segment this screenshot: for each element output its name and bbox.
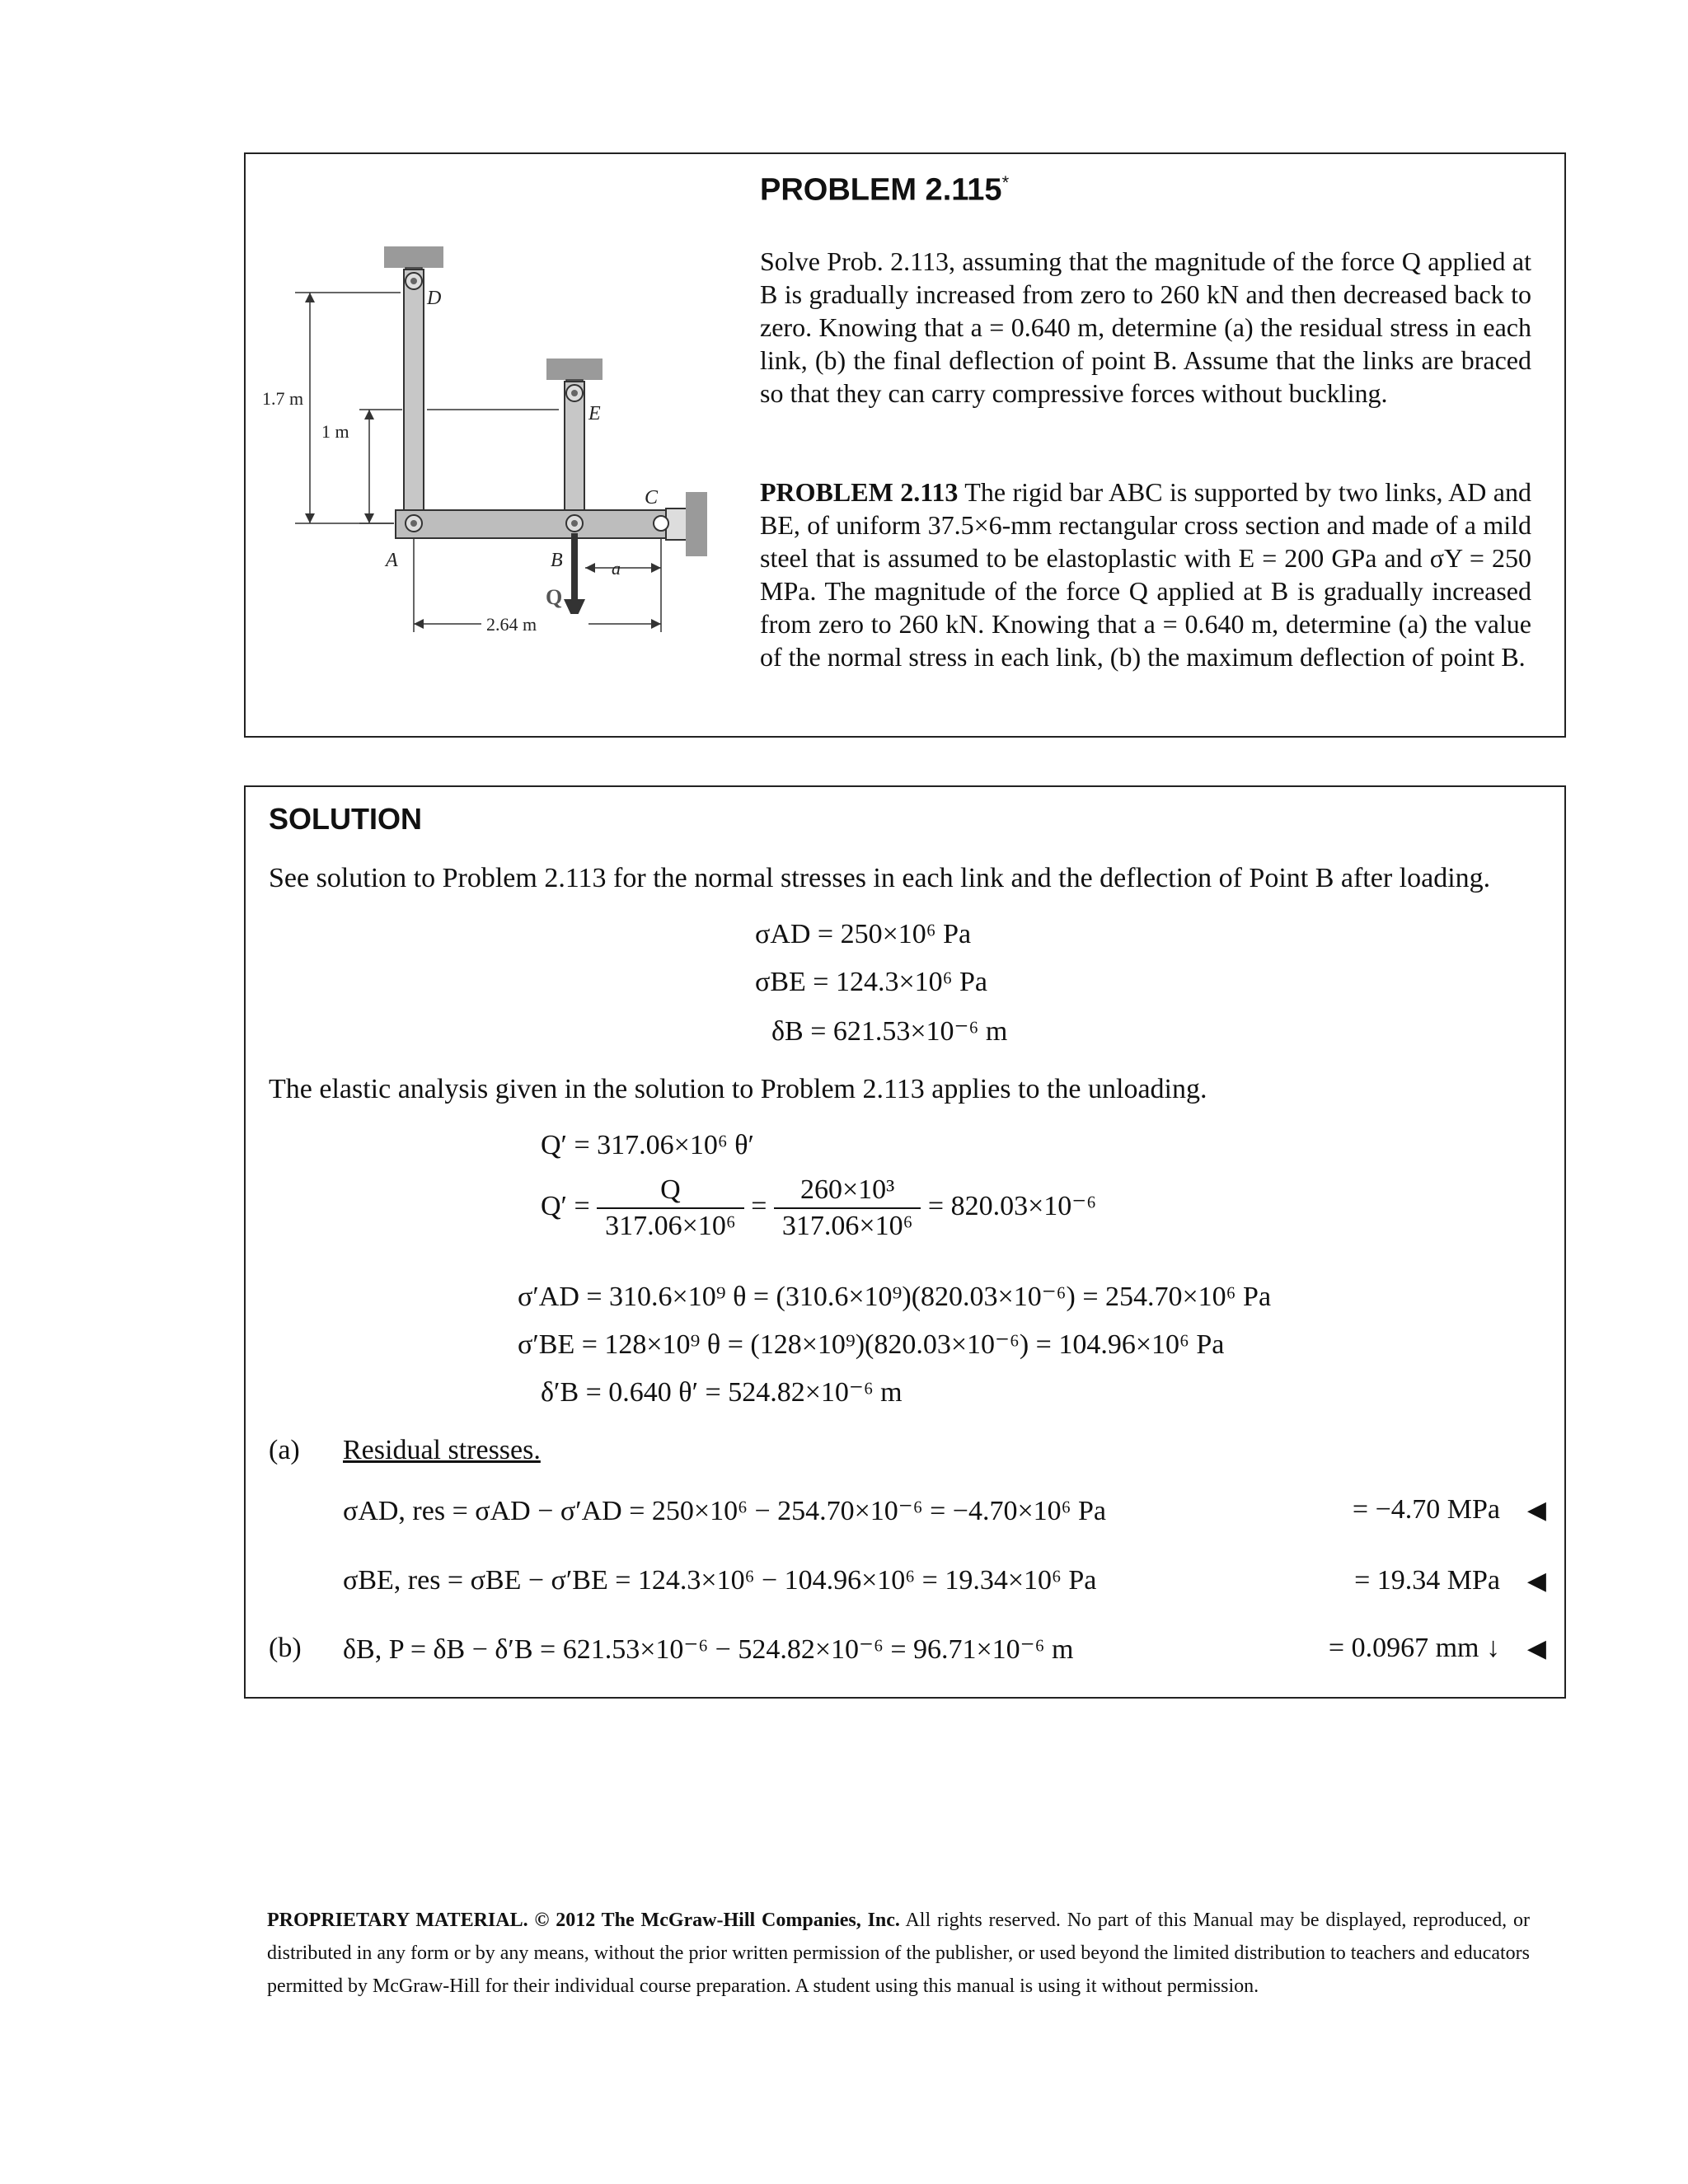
elastic-analysis-text: The elastic analysis given in the solution to Problem 2.113 applies to the unloading.	[269, 1074, 1207, 1104]
support-d	[384, 246, 443, 268]
answer-sigma-be-res: = 19.34 MPa	[1354, 1565, 1500, 1596]
eq-q-prime: Q′ = 317.06×10⁶ θ′	[541, 1130, 754, 1160]
eq-sigma-ad-prime: σ′AD = 310.6×10⁹ θ = (310.6×10⁹)(820.03×10⁻⁶) = 254.70×10⁶ Pa	[518, 1282, 1272, 1312]
label-d: D	[427, 288, 442, 309]
label-a: A	[386, 550, 398, 571]
eq-delta-b: δB = 621.53×10⁻⁶ m	[771, 1016, 1008, 1047]
label-c: C	[645, 487, 659, 509]
eq-sigma-ad: σAD = 250×10⁶ Pa	[755, 919, 972, 949]
support-e	[546, 359, 603, 380]
eq-delta-bp: δB, P = δB − δ′B = 621.53×10⁻⁶ − 524.82×10⁻⁶ = 96.71×10⁻⁶ m	[343, 1634, 1074, 1665]
dim-1-7m: 1.7 m	[262, 388, 304, 409]
answer-marker-icon: ◀	[1526, 1568, 1546, 1595]
label-e: E	[588, 403, 601, 424]
eq-delta-b-prime: δ′B = 0.640 θ′ = 524.82×10⁻⁶ m	[541, 1377, 903, 1408]
answer-marker-icon: ◀	[1526, 1635, 1546, 1662]
solution-box	[244, 785, 1566, 1699]
eq-sigma-be-prime: σ′BE = 128×10⁹ θ = (128×10⁹)(820.03×10⁻⁶) = 104.96×10⁶ Pa	[518, 1329, 1225, 1360]
copyright-footer: PROPRIETARY MATERIAL. © 2012 The McGraw-Hill Companies, Inc. All rights reserved. No part of this Manual may be displayed, reproduced, or distributed in any form or by any means, without the prior written permission of the publisher, or used beyond the limited distribution to teachers and educators permitted by McGraw-Hill for their individual course preparation. A student using this manual is using it without permission.	[267, 1910, 1530, 1997]
dim-1m: 1 m	[321, 421, 349, 442]
eq-sigma-ad-res: σAD, res = σAD − σ′AD = 250×10⁶ − 254.70×10⁻⁶ = −4.70×10⁶ Pa	[343, 1496, 1106, 1526]
support-c	[686, 492, 707, 556]
part-a-label: (a)	[269, 1435, 300, 1465]
link-bar-diagram	[262, 245, 790, 723]
footer-lead: PROPRIETARY MATERIAL. © 2012 The McGraw-Hill Companies, Inc.	[267, 1910, 900, 1931]
problem-2-113-lead: PROBLEM 2.113	[760, 477, 959, 507]
eq-sigma-be: σBE = 124.3×10⁶ Pa	[755, 967, 987, 997]
problem-title: PROBLEM 2.115*	[760, 172, 1010, 208]
label-b: B	[551, 550, 563, 571]
answer-marker-icon: ◀	[1526, 1497, 1546, 1524]
solution-intro: See solution to Problem 2.113 for the normal stresses in each link and the deflection of Point B after loading.	[269, 863, 1491, 893]
problem-2-113-text: PROBLEM 2.113 The rigid bar ABC is supported by two links, AD and BE, of uniform 37.5×6-mm rectangular cross section and made of a mild steel that is assumed to be elastoplastic with E = 200 GPa and σY = 250 MPa. The magnitude of the force Q applied at B is gradually increased from zero to 260 kN. Knowing that a = 0.640 m, determine (a) the value of the normal stress in each link, (b) the maximum deflection of point B.	[760, 477, 1532, 672]
part-b-label: (b)	[269, 1633, 302, 1663]
rigid-bar-abc	[396, 510, 668, 538]
dim-2-64m: 2.64 m	[486, 614, 537, 635]
problem-2-115-text: Solve Prob. 2.113, assuming that the magnitude of the force Q applied at B is gradually increased from zero to 260 kN and then decreased back to zero. Knowing that a = 0.640 m, determine (a) the residual stress in each link, (b) the final deflection of point B. Assume that the links are braced so that they can carry compressive forces without buckling.	[760, 246, 1531, 408]
answer-delta-bp: = 0.0967 mm ↓	[1328, 1633, 1500, 1663]
dim-a: a	[612, 558, 621, 579]
residual-stresses-heading: Residual stresses.	[343, 1435, 541, 1465]
link-ad	[404, 269, 424, 530]
problem-box	[244, 152, 1566, 738]
eq-sigma-be-res: σBE, res = σBE − σ′BE = 124.3×10⁶ − 104.96×10⁶ = 19.34×10⁶ Pa	[343, 1565, 1097, 1596]
label-q: Q	[546, 585, 563, 609]
eq-q-prime-fraction: Q′ = $\frac{Q}{\text{317.06×10⁶}}$ = $\frac{\text{260×10³}}{\text{317.06×10⁶}}$ = 820.03×10⁻⁶	[541, 1174, 1097, 1241]
solution-title: SOLUTION	[269, 802, 422, 836]
answer-sigma-ad-res: = −4.70 MPa	[1352, 1494, 1500, 1525]
link-be	[565, 382, 584, 530]
